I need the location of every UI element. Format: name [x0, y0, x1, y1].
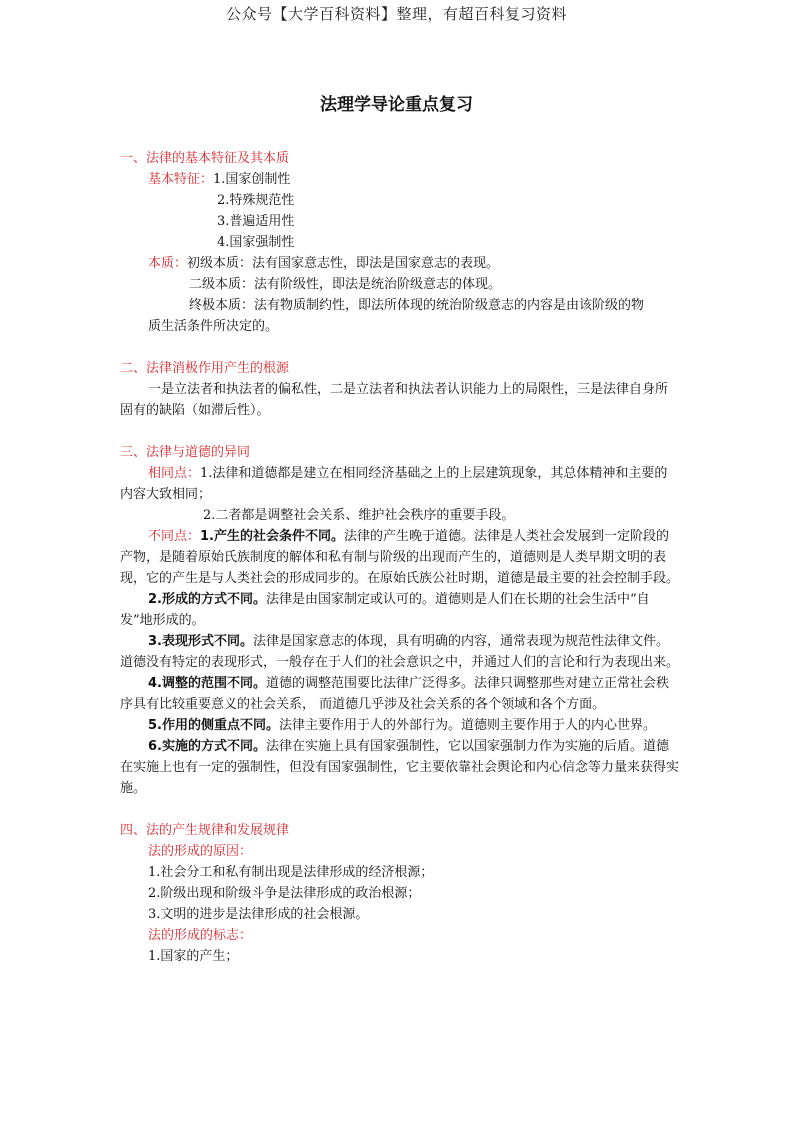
diff-label: 不同点： — [148, 529, 201, 544]
section-1-heading: 一、法律的基本特征及其本质 — [120, 151, 290, 166]
section-3-heading: 三、法律与道德的异同 — [120, 445, 251, 460]
diff-point-5 — [120, 715, 680, 736]
cause-item: 1.社会分工和私有制出现是法律形成的经济根源； — [148, 865, 434, 880]
diff-6-text: 法律在实施上具有国家强制性，它以国家强制力作为实施的后盾。道德在实施上也有一定的强制性，但没有国家强制性，它主要依靠社会舆论和内心信念等力量来获得实施。 — [120, 739, 680, 796]
diff-point-3 — [120, 631, 680, 673]
diff-point-6 — [120, 736, 680, 799]
cause-label: 法的形成的原因： — [148, 844, 253, 859]
sign-label: 法的形成的标志： — [148, 928, 253, 943]
page-title: 法理学导论重点复习 — [320, 95, 473, 115]
cause-item: 3.文明的进步是法律形成的社会根源。 — [148, 907, 369, 922]
diff-1-heading: 1.产生的社会条件不同。 — [200, 529, 344, 544]
feature-item: 2.特殊规范性 — [217, 193, 295, 208]
section-2-heading: 二、法律消极作用产生的根源 — [120, 361, 290, 376]
feature-item: 3.普遍适用性 — [217, 214, 295, 229]
feature-item: 4.国家强制性 — [217, 235, 295, 250]
essence-primary: 初级本质：法有国家意志性，即法是国家意志的表现。 — [187, 256, 500, 271]
diff-2-text: 法律是由国家制定或认可的。道德则是人们在长期的社会生活中“自发”地形成的。 — [120, 592, 650, 628]
features-label: 基本特征： — [148, 172, 214, 187]
essence-label: 本质： — [148, 256, 188, 271]
same-point-1-text: 1.法律和道德都是建立在相同经济基础之上的上层建筑现象，其总体精神和主要的内容大致相同； — [120, 466, 668, 502]
diff-point-4 — [120, 673, 680, 715]
diff-6-heading: 6.实施的方式不同。 — [148, 739, 266, 754]
diff-1-text: 法律的产生晚于道德。法律是人类社会发展到一定阶段的产物，是随着原始氏族制度的解体和私有制与阶级的出现而产生的，道德则是人类早期文明的表现，它的产生是与人类社会的形成同步的。在原始氏族公社时期，道德是最主要的社会控制手段。 — [120, 529, 680, 586]
diff-3-heading: 3.表现形式不同。 — [148, 634, 253, 649]
same-point-1 — [120, 463, 680, 505]
document-body — [120, 148, 680, 967]
diff-3-text: 法律是国家意志的体现，具有明确的内容，通常表现为规范性法律文件。道德没有特定的表现形式，一般存在于人们的社会意识之中，并通过人们的言论和行为表现出来。 — [120, 634, 680, 670]
diff-5-text: 法律主要作用于人的外部行为。道德则主要作用于人的内心世界。 — [278, 718, 656, 733]
features-line-1 — [120, 169, 680, 190]
diff-5-heading: 5.作用的侧重点不同。 — [148, 718, 279, 733]
diff-point-2 — [120, 589, 680, 631]
diff-2-heading: 2.形成的方式不同。 — [148, 592, 266, 607]
page-header: 公众号【大学百科资料】整理，有超百科复习资料 — [225, 5, 567, 23]
same-label: 相同点： — [148, 466, 201, 481]
essence-line-1 — [120, 253, 680, 274]
section-4-heading: 四、法的产生规律和发展规律 — [120, 823, 290, 838]
feature-item: 1.国家创制性 — [213, 172, 291, 187]
diff-4-text: 道德的调整范围要比法律广泛得多。法律只调整那些对建立正常社会秩序具有比较重要意义的社会关系， 而道德几乎涉及社会关系的各个领域和各个方面。 — [120, 676, 669, 712]
essence-ultimate: 终极本质：法有物质制约性，即法所体现的统治阶级意志的内容是由该阶级的物 — [189, 298, 645, 313]
same-point-2: 2.二者都是调整社会关系、维护社会秩序的重要手段。 — [203, 508, 515, 523]
diff-point-1 — [120, 526, 680, 589]
essence-secondary: 二级本质：法有阶级性，即法是统治阶级意志的体现。 — [189, 277, 502, 292]
cause-item: 2.阶级出现和阶级斗争是法律形成的政治根源； — [148, 886, 421, 901]
section-2-text: 一是立法者和执法者的偏私性，二是立法者和执法者认识能力上的局限性，三是法律自身所固有的缺陷（如滞后性）。 — [120, 382, 669, 418]
diff-4-heading: 4.调整的范围不同。 — [148, 676, 266, 691]
sign-item: 1.国家的产生； — [148, 949, 239, 964]
essence-ultimate-cont: 质生活条件所决定的。 — [148, 319, 279, 334]
